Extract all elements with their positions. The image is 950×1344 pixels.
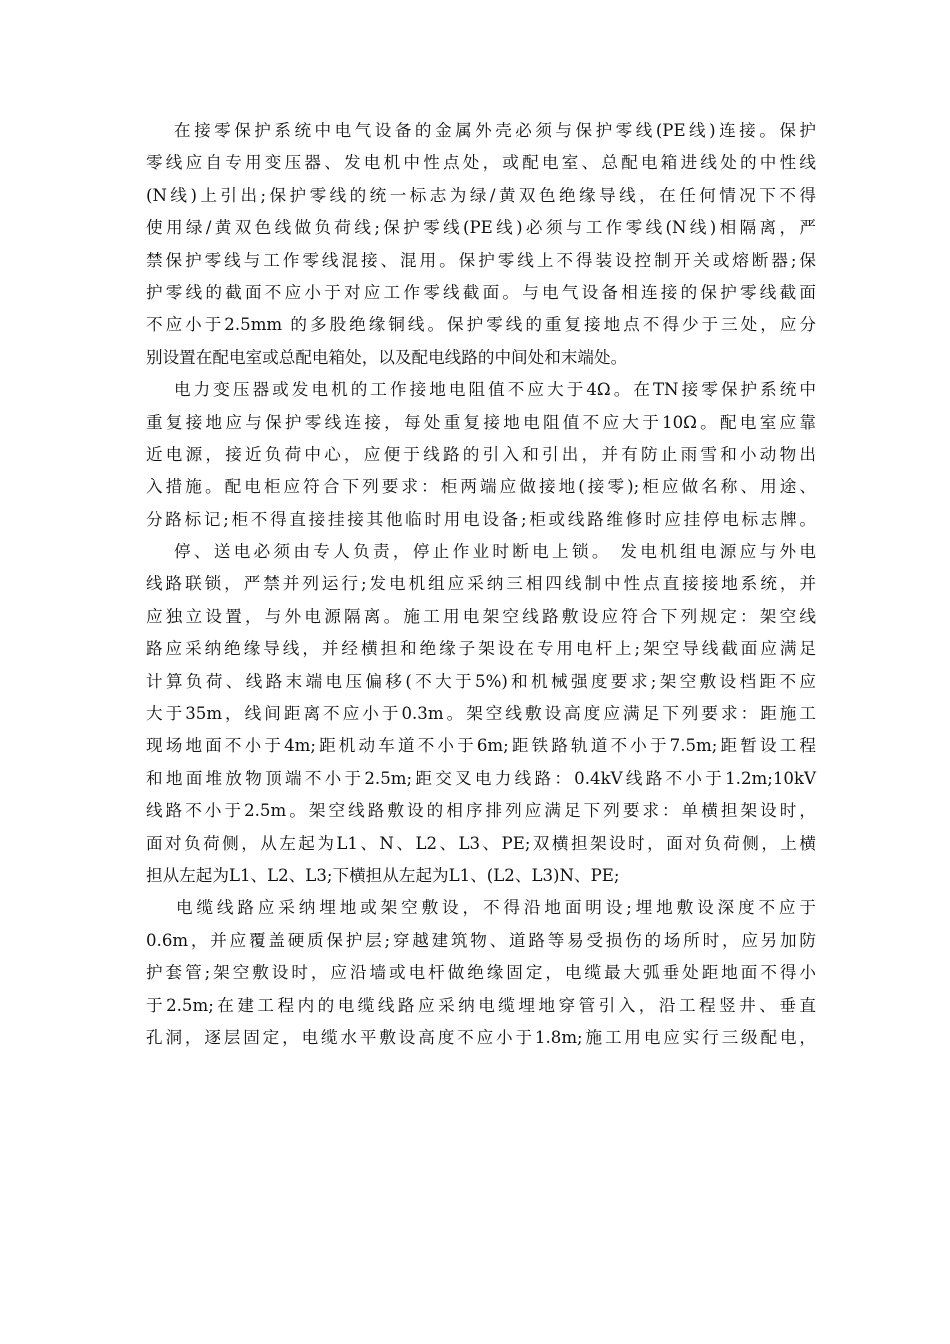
paragraph-1-line-7: 不应小于2.5mm 的多股绝缘铜线。保护零线的重复接地点不得少于三处，应分 xyxy=(146,315,816,335)
paragraph-2-line-2: 重复接地应与保护零线连接，每处重复接地电阻值不应大于10Ω。配电室应靠 xyxy=(146,412,816,432)
paragraph-3-line-9: 线路不小于2.5m。架空线路敷设的相序排列应满足下列要求：单横担架设时， xyxy=(146,801,816,821)
paragraph-1-line-1: 在接零保护系统中电气设备的金属外壳必须与保护零线(PE线)连接。保护 xyxy=(174,121,816,140)
paragraph-3-line-7: 现场地面不小于4m;距机动车道不小于6m;距铁路轨道不小于7.5m;距暂设工程 xyxy=(146,736,816,756)
paragraph-3-line-2: 线路联锁，严禁并列运行;发电机组应采纳三相四线制中性点直接接地系统，并 xyxy=(146,574,816,594)
paragraph-4-line-1: 电缆线路应采纳埋地或架空敷设，不得沿地面明设;埋地敷设深度不应于 xyxy=(176,898,816,918)
paragraph-4-line-2: 0.6m，并应覆盖硬质保护层;穿越建筑物、道路等易受损伤的场所时，应另加防 xyxy=(146,930,816,950)
paragraph-2-line-1: 电力变压器或发电机的工作接地电阻值不应大于4Ω。在TN接零保护系统中 xyxy=(174,380,816,400)
paragraph-3-line-10: 面对负荷侧，从左起为L1、N、L2、L3、PE;双横担架设时，面对负荷侧，上横 xyxy=(146,833,816,853)
paragraph-2-line-4: 入措施。配电柜应符合下列要求：柜两端应做接地(接零);柜应做名称、用途、 xyxy=(146,477,816,497)
paragraph-3-line-11: 担从左起为L1、L2、L3;下横担从左起为L1、(L2、L3)N、PE; xyxy=(146,865,620,885)
paragraph-2-line-5: 分路标记;柜不得直接挂接其他临时用电设备;柜或线路维修时应挂停电标志牌。 xyxy=(146,509,816,529)
paragraph-4-line-4: 于2.5m;在建工程内的电缆线路应采纳电缆埋地穿管引入，沿工程竖井、垂直 xyxy=(146,995,816,1015)
paragraph-3-line-8: 和地面堆放物顶端不小于2.5m;距交叉电力线路：0.4kV线路不小于1.2m;10kV xyxy=(146,768,816,788)
paragraph-1-line-8: 别设置在配电室或总配电箱处，以及配电线路的中间处和末端处。 xyxy=(146,347,628,367)
paragraph-1-line-6: 护零线的截面不应小于对应工作零线截面。与电气设备相连接的保护零线截面 xyxy=(146,282,816,302)
document-body xyxy=(146,115,816,1054)
paragraph-4-line-3: 护套管;架空敷设时，应沿墙或电杆做绝缘固定，电缆最大弧垂处距地面不得小 xyxy=(146,963,816,983)
paragraph-1-line-5: 禁保护零线与工作零线混接、混用。保护零线上不得装设控制开关或熔断器;保 xyxy=(146,250,816,270)
paragraph-4-line-5: 孔洞，逐层固定，电缆水平敷设高度不应小于1.8m;施工用电应实行三级配电， xyxy=(146,1027,816,1047)
paragraph-2-line-3: 近电源，接近负荷中心，应便于线路的引入和引出，并有防止雨雪和小动物出 xyxy=(146,444,816,464)
paragraph-1-line-2: 零线应自专用变压器、发电机中性点处，或配电室、总配电箱进线处的中性线 xyxy=(146,153,816,173)
paragraph-3-line-3: 应独立设置，与外电源隔离。施工用电架空线路敷设应符合下列规定：架空线 xyxy=(146,606,816,626)
paragraph-3-line-4: 路应采纳绝缘导线，并经横担和绝缘子架设在专用电杆上;架空导线截面应满足 xyxy=(146,639,816,659)
paragraph-3-line-6: 大于35m，线间距离不应小于0.3m。架空线敷设高度应满足下列要求：距施工 xyxy=(146,704,816,724)
paragraph-3-line-5: 计算负荷、线路末端电压偏移(不大于5%)和机械强度要求;架空敷设档距不应 xyxy=(146,671,816,691)
paragraph-3-line-1: 停、送电必须由专人负责，停止作业时断电上锁。 发电机组电源应与外电 xyxy=(174,542,816,562)
paragraph-1-line-4: 使用绿/黄双色线做负荷线;保护零线(PE线)必须与工作零线(N线)相隔离，严 xyxy=(146,218,816,238)
paragraph-1-line-3: (N线)上引出;保护零线的统一标志为绿/黄双色绝缘导线，在任何情况下不得 xyxy=(146,185,816,205)
